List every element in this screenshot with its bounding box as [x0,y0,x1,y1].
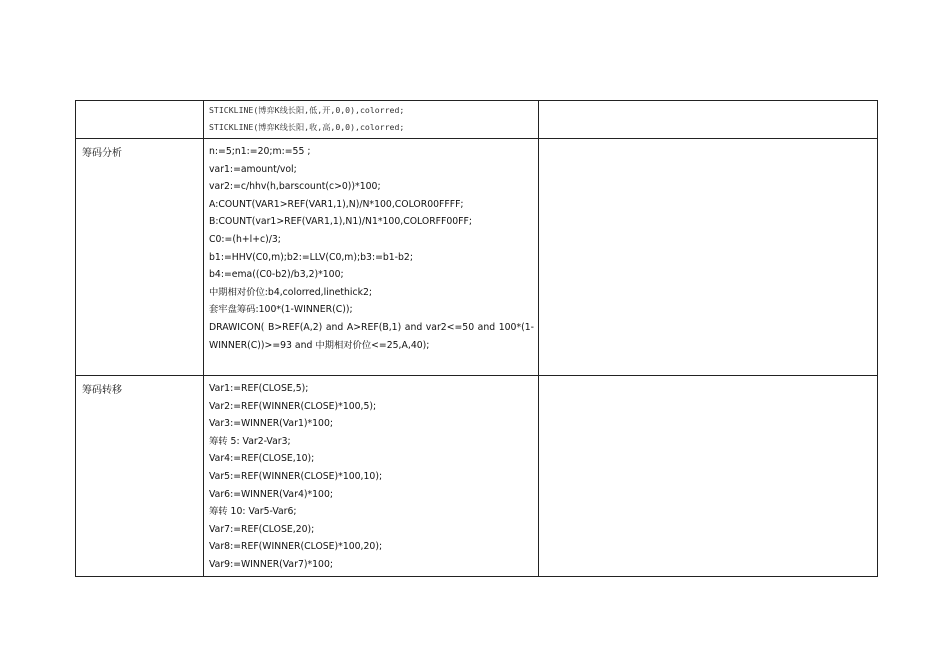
code-line: 套牢盘筹码:100*(1-WINNER(C)); [209,304,353,316]
code-cell [204,139,539,376]
code-cell [204,101,539,139]
code-line: B:COUNT(var1>REF(VAR1,1),N1)/N1*100,COLORFF00FF; [209,216,473,228]
code-line: Var3:=WINNER(Var1)*100; [209,418,334,430]
empty-cell [539,101,878,139]
code-line: 筹转 10: Var5-Var6; [209,506,297,518]
code-line: Var5:=REF(WINNER(CLOSE)*100,10); [209,470,383,482]
code-line: Var4:=REF(CLOSE,10); [209,453,315,465]
row-label-cell [76,376,204,577]
code-line: Var9:=WINNER(Var7)*100; [209,558,334,570]
empty-cell [539,376,878,577]
row-label-cell [76,139,204,376]
code-line: Var1:=REF(CLOSE,5); [209,383,309,394]
code-line: b1:=HHV(C0,m);b2:=LLV(C0,m);b3:=b1-b2; [209,251,413,263]
code-line: Var8:=REF(WINNER(CLOSE)*100,20); [209,541,383,553]
empty-cell [539,139,878,376]
code-cell [204,376,539,577]
row-label: 筹码转移 [82,385,122,396]
formula-table [75,100,878,577]
table-row [76,101,878,139]
code-line: Var2:=REF(WINNER(CLOSE)*100,5); [209,400,377,412]
code-line: STICKLINE(博弈K线长阳,低,开,0,0),colorred; [209,105,405,115]
code-line: Var6:=WINNER(Var4)*100; [209,488,334,500]
table-row [76,376,878,577]
code-line: 中期相对价位:b4,colorred,linethick2; [209,286,373,298]
code-line: 筹转 5: Var2-Var3; [209,435,291,447]
code-line: b4:=ema((C0-b2)/b3,2)*100; [209,269,344,281]
code-line: DRAWICON( B>REF(A,2) and A>REF(B,1) and var2<=50 and 100*(1-WINNER(C))>=93 and 中期相对价位<=25,A,40); [209,321,534,351]
code-line: C0:=(h+l+c)/3; [209,233,281,245]
code-line: STICKLINE(博弈K线长阳,收,高,0,0),colorred; [209,122,405,132]
code-line: n:=5;n1:=20;m:=55 ; [209,146,311,157]
row-label [76,101,203,109]
code-line: A:COUNT(VAR1>REF(VAR1,1),N)/N*100,COLOR00FFFF; [209,198,464,210]
row-label-cell [76,101,204,139]
row-label: 筹码分析 [82,148,122,159]
code-line: var2:=c/hhv(h,barscount(c>0))*100; [209,181,381,193]
code-line: Var7:=REF(CLOSE,20); [209,523,315,535]
table-row [76,139,878,376]
code-line: var1:=amount/vol; [209,163,297,175]
